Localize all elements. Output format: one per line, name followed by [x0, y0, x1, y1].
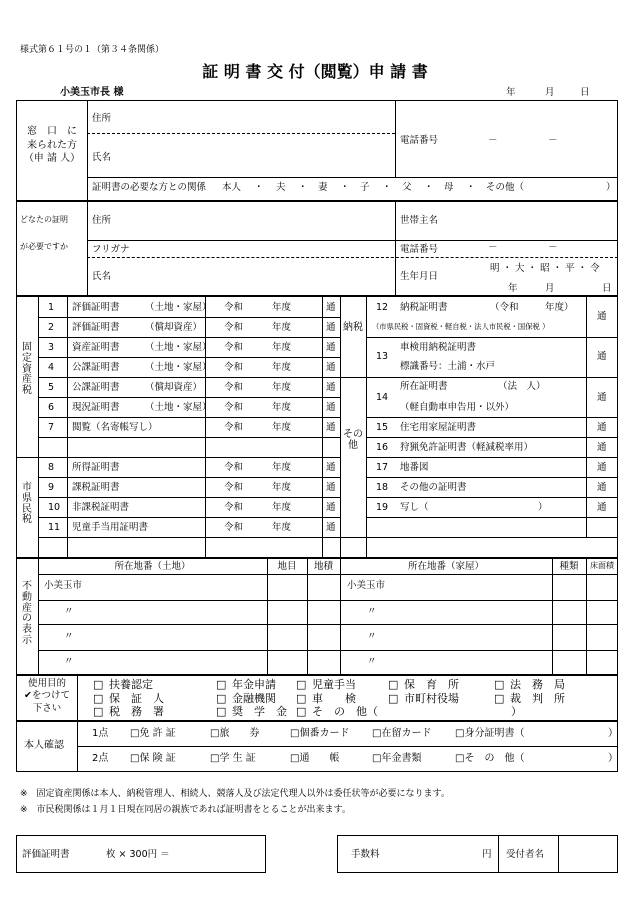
relation-other[interactable]: その他（	[486, 182, 525, 193]
land-ditto: 〃	[64, 631, 74, 642]
purpose-option[interactable]: 保 育 所	[404, 678, 459, 691]
item-13-number: 13	[376, 351, 389, 362]
certificate-type: （土地・家屋）	[145, 402, 212, 413]
purpose-option[interactable]: 年金申請	[232, 678, 276, 691]
certificate-name[interactable]: 現況証明書	[72, 402, 120, 413]
unit-label: 通	[326, 462, 336, 473]
id-row1-head: 1点	[92, 728, 109, 739]
kind-header: 種類	[559, 561, 579, 572]
item-number: 3	[48, 342, 55, 353]
purpose-option[interactable]: 裁 判 所	[510, 692, 565, 705]
other-label: その他	[343, 429, 363, 451]
subject-name-label: 氏名	[92, 271, 112, 282]
unit-label: 通	[326, 362, 336, 373]
purpose-checkbox[interactable]: □	[494, 692, 505, 705]
date-month-label: 月	[545, 87, 555, 98]
fiscal-year-label: 年度	[272, 502, 292, 513]
purpose-option[interactable]: 扶養認定	[109, 678, 153, 691]
land-ditto: 〃	[64, 656, 74, 667]
item-12-subtext: （市県民税・固資税・軽自税・法人市民税・国保税 ）	[372, 322, 550, 331]
item-number: 7	[48, 422, 55, 433]
area-header: 地積	[313, 561, 333, 572]
house-ditto: 〃	[367, 606, 377, 617]
purpose-checkbox[interactable]: □	[388, 692, 399, 705]
subject-phone-dash-2: －	[548, 242, 558, 253]
certificate-type: （償却資産）	[145, 322, 203, 333]
certificate-name[interactable]: 公課証明書	[72, 362, 120, 373]
form-number: 様式第６１号の１（第３４条関係）	[20, 45, 165, 55]
era-label: 令和	[224, 302, 244, 313]
purpose-checkbox[interactable]: □	[296, 678, 307, 691]
item-12-fy: 年度）	[545, 302, 574, 313]
relation-label: 証明書の必要な方との関係	[92, 182, 207, 193]
purpose-checkbox[interactable]: □	[93, 692, 104, 705]
receiver-label: 受付者名	[506, 849, 545, 860]
purpose-checkbox[interactable]: □	[93, 705, 104, 718]
unit-label: 通	[326, 502, 336, 513]
id-option[interactable]: □身分証明書（	[455, 728, 525, 739]
unit-label: 通	[597, 502, 607, 513]
relation-wife[interactable]: 妻	[318, 182, 328, 193]
subject-phone-dash-1: －	[488, 242, 498, 253]
certificate-name[interactable]: 非課税証明書	[72, 502, 130, 513]
date-year-label: 年	[506, 87, 516, 98]
unit-label: 通	[326, 522, 336, 533]
era-label: 令和	[224, 422, 244, 433]
fiscal-year-label: 年度	[272, 382, 292, 393]
id-option[interactable]: □免 許 証	[130, 728, 176, 739]
era-label: 令和	[224, 342, 244, 353]
fixed-asset-tax-label: 固定資産税	[22, 342, 32, 397]
certificate-name[interactable]: 所得証明書	[72, 462, 120, 473]
item-number: 4	[48, 362, 55, 373]
purpose-option[interactable]: 市町村役場	[404, 692, 459, 705]
item-number: 8	[48, 462, 55, 473]
form-title: 証 明 書 交 付（閲覧）申 請 書	[202, 62, 428, 81]
floor-area-header: 床面積	[590, 561, 614, 570]
land-use-header: 地目	[277, 561, 297, 572]
relation-dot: ・	[466, 182, 476, 193]
tax-payment-label: 納税	[343, 322, 363, 333]
dob-year: 年	[508, 283, 518, 294]
fiscal-year-label: 年度	[272, 322, 292, 333]
relation-child[interactable]: 子	[360, 182, 370, 193]
house-city: 小美玉市	[347, 580, 386, 591]
date-day-label: 日	[580, 87, 590, 98]
item-14-name[interactable]: 所在証明書	[400, 381, 448, 392]
certificate-name[interactable]: 地番図	[400, 462, 429, 473]
house-header: 所在地番（家屋）	[407, 561, 484, 572]
certificate-name[interactable]: 評価証明書	[72, 322, 120, 333]
era-label: 令和	[224, 502, 244, 513]
item-number: 2	[48, 322, 55, 333]
relation-dot: ・	[424, 182, 434, 193]
certificate-type: （土地・家屋）	[145, 302, 212, 313]
purpose-checkbox[interactable]: □	[494, 678, 505, 691]
item-13-unit: 通	[597, 351, 607, 362]
dob-day: 日	[602, 283, 612, 294]
dob-label: 生年月日	[400, 271, 439, 282]
relation-self[interactable]: 本人	[222, 182, 242, 193]
certificate-name[interactable]: 課税証明書	[72, 482, 120, 493]
purpose-option[interactable]: 金融機関	[232, 692, 276, 705]
certificate-name[interactable]: 住宅用家屋証明書	[400, 422, 477, 433]
fiscal-year-label: 年度	[272, 302, 292, 313]
purpose-option[interactable]: 税 務 署	[109, 705, 164, 718]
purpose-label: 使用目的 ✔をつけて 下さい	[24, 678, 70, 714]
era-label: 令和	[224, 522, 244, 533]
item-number: 9	[48, 482, 55, 493]
relation-husband[interactable]: 夫	[276, 182, 286, 193]
item-number: 15	[376, 422, 389, 433]
municipal-tax-label: 市県民税	[22, 482, 32, 526]
addressee: 小美玉市長 様	[60, 87, 124, 98]
eval-calc: 枚 × 300円 ＝	[106, 849, 170, 860]
certificate-name[interactable]: 閲覧（名寄帳写し）	[72, 422, 158, 433]
id-row1-close: ）	[608, 728, 618, 739]
certificate-name[interactable]: 評価証明書	[72, 302, 120, 313]
item-14-subtext: （軽自動車申告用・以外）	[400, 402, 515, 413]
relation-dot: ・	[340, 182, 350, 193]
unit-label: 通	[326, 342, 336, 353]
land-header: 所在地番（土地）	[114, 561, 191, 572]
purpose-checkbox[interactable]: □	[216, 692, 227, 705]
purpose-option[interactable]: 児童手当	[312, 678, 356, 691]
item-12-number: 12	[376, 302, 389, 313]
item-12-era: （令和	[490, 302, 519, 313]
certificate-name[interactable]: 公課証明書	[72, 382, 120, 393]
purpose-checkbox[interactable]: □	[296, 705, 307, 718]
unit-label: 通	[326, 302, 336, 313]
relation-father[interactable]: 父	[402, 182, 412, 193]
id-option[interactable]: □学 生 証	[210, 753, 256, 764]
applicant-phone-dash-2: －	[548, 135, 558, 146]
id-row2-head: 2点	[92, 753, 109, 764]
certificate-name[interactable]: 写し（	[400, 502, 429, 513]
certificate-name[interactable]: その他の証明書	[400, 482, 467, 493]
subject-label-1: どなたの証明	[20, 215, 68, 224]
unit-label: 通	[597, 482, 607, 493]
item-number: 18	[376, 482, 389, 493]
eval-label: 評価証明書	[22, 849, 70, 860]
certificate-type: （土地・家屋）	[145, 362, 212, 373]
fee-yen: 円	[482, 849, 492, 860]
unit-label: 通	[597, 422, 607, 433]
applicant-section-label: 窓 口 に 来られた方 （申 請 人）	[23, 126, 81, 164]
item-number: 16	[376, 442, 389, 453]
real-estate-section	[16, 558, 618, 675]
unit-label: 通	[326, 482, 336, 493]
purpose-other-close: ）	[511, 705, 522, 718]
item-number: 6	[48, 402, 55, 413]
certificate-type: （償却資産）	[145, 382, 203, 393]
era-label: 令和	[224, 402, 244, 413]
land-city: 小美玉市	[44, 580, 83, 591]
item-13-name[interactable]: 車検用納税証明書	[400, 342, 477, 353]
item-14-type: （法 人）	[498, 381, 546, 392]
purpose-checkbox[interactable]: □	[296, 692, 307, 705]
era-options[interactable]: 明 ・ 大 ・ 昭 ・ 平 ・ 令	[490, 263, 600, 274]
relation-dot: ・	[382, 182, 392, 193]
unit-label: 通	[597, 462, 607, 473]
purpose-option[interactable]: 奨 学 金	[232, 705, 287, 718]
certificate-name[interactable]: 資産証明書	[72, 342, 120, 353]
dob-month: 月	[545, 283, 555, 294]
applicant-phone-label: 電話番号	[400, 135, 439, 146]
applicant-address-label: 住所	[92, 113, 112, 124]
id-option[interactable]: □在留カード	[372, 728, 432, 739]
certificate-name[interactable]: 児童手当用証明書	[72, 522, 149, 533]
copy-close: ）	[538, 502, 548, 513]
fiscal-year-label: 年度	[272, 482, 292, 493]
purpose-option[interactable]: 保 証 人	[109, 692, 164, 705]
note-1: ※ 固定資産関係は本人、納税管理人、相続人、競落人及び法定代理人以外は委任状等が必要になります。	[20, 789, 450, 799]
land-ditto: 〃	[64, 606, 74, 617]
id-option[interactable]: □そ の 他（	[455, 753, 525, 764]
purpose-option[interactable]: そ の 他（	[312, 705, 378, 718]
furigana-label: フリガナ	[92, 244, 130, 255]
id-option[interactable]: □旅 券	[210, 728, 260, 739]
id-option[interactable]: □通 帳	[290, 753, 340, 764]
fiscal-year-label: 年度	[272, 422, 292, 433]
item-number: 1	[48, 302, 55, 313]
relation-close: ）	[606, 182, 616, 193]
item-number: 5	[48, 382, 55, 393]
relation-mother[interactable]: 母	[444, 182, 454, 193]
fiscal-year-label: 年度	[272, 402, 292, 413]
item-14-unit: 通	[597, 392, 607, 403]
certificate-name[interactable]: 狩猟免許証明書（軽減税率用）	[400, 442, 534, 453]
era-label: 令和	[224, 362, 244, 373]
item-number: 19	[376, 502, 389, 513]
subject-label-2: が必要ですか	[20, 242, 68, 251]
id-option[interactable]: □保 険 証	[130, 753, 176, 764]
item-14-number: 14	[376, 392, 389, 403]
certificate-type: （土地・家屋）	[145, 342, 212, 353]
subject-phone-label: 電話番号	[400, 244, 439, 255]
house-ditto: 〃	[367, 631, 377, 642]
house-ditto: 〃	[367, 656, 377, 667]
applicant-phone-dash-1: －	[488, 135, 498, 146]
household-head-label: 世帯主名	[400, 215, 439, 226]
purpose-checkbox[interactable]: □	[216, 678, 227, 691]
item-12-unit: 通	[597, 311, 607, 322]
id-option[interactable]: □個番カード	[290, 728, 350, 739]
real-estate-label: 不動産の表示	[22, 581, 32, 646]
era-label: 令和	[224, 462, 244, 473]
id-row2-close: ）	[608, 753, 618, 764]
item-number: 10	[48, 502, 61, 513]
era-label: 令和	[224, 322, 244, 333]
unit-label: 通	[326, 322, 336, 333]
fiscal-year-label: 年度	[272, 522, 292, 533]
applicant-name-label: 氏名	[92, 152, 112, 163]
id-check-label: 本人確認	[24, 740, 64, 751]
note-2: ※ 市民税関係は１月１日現在同居の親族であれば証明書をとることが出来ます。	[20, 805, 351, 815]
era-label: 令和	[224, 382, 244, 393]
unit-label: 通	[326, 402, 336, 413]
unit-label: 通	[326, 382, 336, 393]
purpose-option[interactable]: 車 検	[312, 692, 356, 705]
purpose-checkbox[interactable]: □	[216, 705, 227, 718]
unit-label: 通	[326, 422, 336, 433]
unit-label: 通	[597, 442, 607, 453]
id-option[interactable]: □年金書類	[372, 753, 422, 764]
subject-address-label: 住所	[92, 215, 112, 226]
fiscal-year-label: 年度	[272, 362, 292, 373]
fiscal-year-label: 年度	[272, 342, 292, 353]
fee-label: 手数料	[351, 849, 380, 860]
purpose-checkbox[interactable]: □	[93, 678, 104, 691]
relation-dot: ・	[298, 182, 308, 193]
fiscal-year-label: 年度	[272, 462, 292, 473]
item-12-name[interactable]: 納税証明書	[400, 302, 448, 313]
era-label: 令和	[224, 482, 244, 493]
item-13-subtext: 標識番号：土浦・水戸	[400, 361, 496, 372]
item-number: 17	[376, 462, 389, 473]
relation-dot: ・	[254, 182, 264, 193]
item-number: 11	[48, 522, 61, 533]
purpose-option[interactable]: 法 務 局	[510, 678, 565, 691]
purpose-checkbox[interactable]: □	[388, 678, 399, 691]
